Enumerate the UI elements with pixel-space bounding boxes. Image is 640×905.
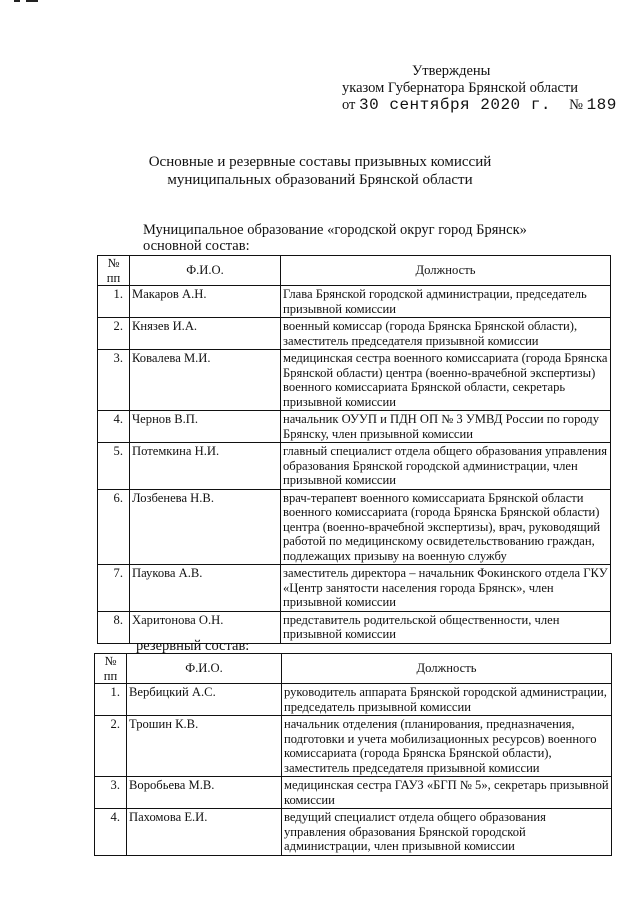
member-position: Глава Брянской городской администрации, председатель призывной комиссии [281,286,611,318]
header-name: Ф.И.О. [127,654,282,684]
header-name: Ф.И.О. [130,256,281,286]
reserve-composition-rows [95,684,612,856]
member-name: Трошин К.В. [127,716,282,777]
document-title [0,153,640,189]
member-name: Харитонова О.Н. [130,611,281,643]
member-position: заместитель директора – начальник Фокинского отдела ГКУ «Центр занятости населения города Брянск», член призывной комиссии [281,565,611,612]
document-title-line1: Основные и резервные составы призывных комиссий [148,154,492,170]
member-position: представитель родительской общественности, член призывной комиссии [281,611,611,643]
approval-authority: указом Губернатора Брянской области [342,80,579,96]
member-number: 1. [98,286,130,318]
member-name: Вербицкий А.С. [127,684,282,716]
table-row [98,411,611,443]
municipality-name: Муниципальное образование «городской округ город Брянск» [143,222,527,238]
main-composition-table [97,255,611,644]
table-row [98,489,611,565]
municipality-heading [143,222,527,254]
member-number: 8. [98,611,130,643]
date-prefix: от [342,97,356,113]
member-number: 4. [95,809,127,856]
number-prefix: № [569,97,583,113]
member-name: Паукова А.В. [130,565,281,612]
approval-heading: Утверждены [412,63,491,79]
member-position: врач-терапевт военного комиссариата Брянской области военного комиссариата (города Брянска Брянской области) центра (военно-врачебной экспертизы), врач, руководящий работой по медицинскому освидетельствованию граждан, подлежащих призыву на военную службу [281,489,611,565]
header-num: № пп [95,654,127,684]
member-number: 6. [98,489,130,565]
member-name: Чернов В.П. [130,411,281,443]
member-position: военный комиссар (города Брянска Брянской области), заместитель председателя призывной комиссии [281,318,611,350]
member-position: начальник отделения (планирования, предназначения, подготовки и учета мобилизационных ресурсов) военного комиссариата (города Брянска Брянской области), заместитель председателя призывной комиссии [282,716,612,777]
member-name: Ковалева М.И. [130,350,281,411]
approval-date-line [342,97,622,114]
member-name: Воробьева М.В. [127,777,282,809]
table-row [95,684,612,716]
member-position: медицинская сестра ГАУЗ «БГП № 5», секретарь призывной комиссии [282,777,612,809]
member-number: 2. [98,318,130,350]
approval-block [342,63,622,114]
header-role: Должность [281,256,611,286]
member-number: 5. [98,443,130,490]
member-number: 4. [98,411,130,443]
scan-corner-mark [14,0,44,3]
member-name: Потемкина Н.И. [130,443,281,490]
main-composition-rows [98,286,611,644]
member-number: 7. [98,565,130,612]
member-position: начальник ОУУП и ПДН ОП № 3 УМВД России по городу Брянску, член призывной комиссии [281,411,611,443]
member-name: Пахомова Е.И. [127,809,282,856]
table-row [98,565,611,612]
table-row [98,318,611,350]
member-position: руководитель аппарата Брянской городской администрации, председатель призывной комиссии [282,684,612,716]
member-name: Макаров А.Н. [130,286,281,318]
document-title-line2: муниципальных образований Брянской области [167,172,473,188]
member-name: Князев И.А. [130,318,281,350]
header-num: № пп [98,256,130,286]
reserve-composition-label: резервный состав: [136,638,250,654]
member-position: медицинская сестра военного комиссариата (города Брянска Брянской области) центра (военно-врачебной экспертизы) военного комиссариата Брянской области, секретарь призывной комиссии [281,350,611,411]
main-composition-label: основной состав: [143,238,250,254]
table-row [95,809,612,856]
member-number: 3. [98,350,130,411]
decree-number: 189 [586,96,617,114]
header-role: Должность [282,654,612,684]
approval-date: 30 сентября 2020 г. [359,96,551,114]
member-number: 2. [95,716,127,777]
member-name: Лозбенева Н.В. [130,489,281,565]
member-number: 1. [95,684,127,716]
member-number: 3. [95,777,127,809]
table-row [95,777,612,809]
reserve-composition-table [94,653,612,856]
table-header-row [98,256,611,286]
table-row [95,716,612,777]
member-position: главный специалист отдела общего образования управления образования Брянской городской администрации, член призывной комиссии [281,443,611,490]
member-position: ведущий специалист отдела общего образования управления образования Брянской городской администрации, член призывной комиссии [282,809,612,856]
table-header-row [95,654,612,684]
table-row [98,350,611,411]
table-row [98,443,611,490]
table-row [98,286,611,318]
